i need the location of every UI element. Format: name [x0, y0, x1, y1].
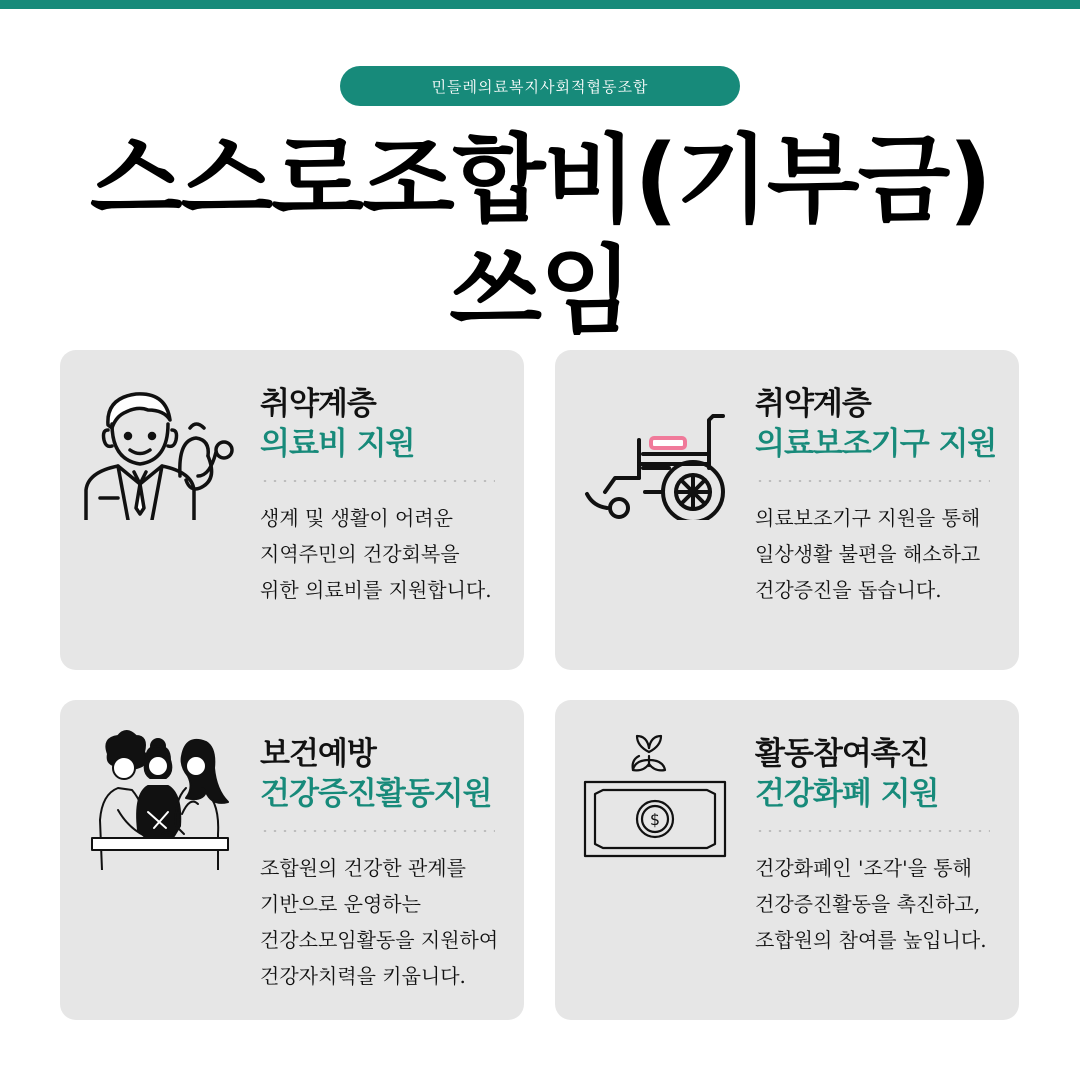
card-heading: 활동참여촉진 [755, 736, 929, 772]
svg-text:$: $ [649, 810, 661, 829]
wheelchair-icon [573, 380, 733, 520]
top-accent-bar [0, 0, 1080, 9]
org-name-badge: 민들레의료복지사회적협동조합 [340, 66, 740, 106]
card-heading: 보건예방 [260, 736, 376, 772]
card-health-promotion-support [60, 700, 524, 1020]
money-bill-icon [573, 730, 733, 870]
dotted-divider [260, 480, 495, 482]
dotted-divider [755, 480, 990, 482]
card-subheading: 의료보조기구 지원 [755, 426, 997, 462]
page-title-line1: 스스로조합비(기부금) [89, 124, 991, 236]
card-subheading: 건강증진활동지원 [260, 776, 492, 812]
card-body-text: 조합원의 건강한 관계를 기반으로 운영하는 건강소모임활동을 지원하여 건강자치력을 키웁니다. [260, 856, 499, 988]
card-body-text: 건강화폐인 '조각'을 통해 건강증진활동을 촉진하고, 조합원의 참여를 높입니다. [755, 856, 987, 952]
card-body-text: 생계 및 생활이 어려운 지역주민의 건강회복을 위한 의료비를 지원합니다. [260, 506, 492, 602]
card-heading: 취약계층 [755, 386, 871, 422]
card-health-currency-support [555, 700, 1019, 1020]
card-medical-aid-device-support [555, 350, 1019, 670]
people-meeting-icon [78, 730, 238, 870]
dotted-divider [260, 830, 495, 832]
doctor-icon [78, 380, 238, 520]
card-subheading: 건강화폐 지원 [755, 776, 939, 812]
page-title-line2: 쓰임 [449, 235, 631, 347]
card-medical-cost-support [60, 350, 524, 670]
card-subheading: 의료비 지원 [260, 426, 415, 462]
card-body-text: 의료보조기구 지원을 통해 일상생활 불편을 해소하고 건강증진을 돕습니다. [755, 506, 981, 602]
card-heading: 취약계층 [260, 386, 376, 422]
dotted-divider [755, 830, 990, 832]
